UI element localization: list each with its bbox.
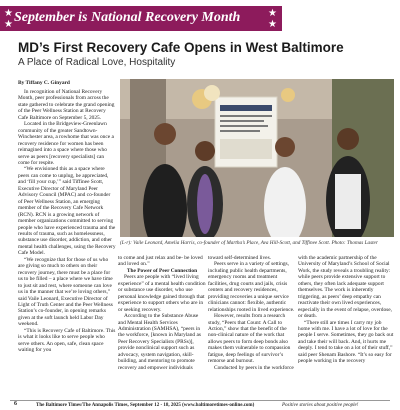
paragraph: “This is Recovery Cafe of Baltimore. This is what it looks like to serve people who serve others. An open, safe, clean space waiting for you bbox=[18, 327, 116, 354]
article-column-2 bbox=[118, 255, 206, 371]
paragraph: “We recognize that for those of us who are giving so much to others on their recovery journey, there must be a place for us to be filled – a place where we have time to just sit and rest, where someone can love us in the manner that we’re loving others,” said Vaile Leonard, Executive Director of Light of Truth Center and the Peer Wellness Station’s co-founder, in opening remarks given at the soft launch held Labor Day weekend. bbox=[18, 256, 113, 328]
paragraph: “There still are times I carry my job home with me. I have a lot of love for the people I serve. Sometimes, they go back out and take their will back. And, it hurts me deeply. I tend to take on a lot of their stuff,” said peer Shenam Bashore. “It’s so easy for people working in the recovery bbox=[298, 319, 394, 365]
star-icon: ★ bbox=[4, 19, 13, 30]
star-icon: ★ bbox=[268, 19, 277, 30]
paragraph: with the academic partnership of the University of Maryland’s School of Social Work, the study reveals a troubling reality: while peers provide extensive support to others, they often lack adequate support themselves. The work is inherently triggering, as peers’ deep empathy can reactivate their own lived experiences, especially in the event of relapse, overdose, or death. bbox=[298, 255, 392, 320]
photo-caption: (L-r): Vaile Leonard, Amelia Harris, co-founder of Martha’s Place, Ava Hill-Scott, and Tiffinee Scott. Photo: Thomas Laster bbox=[120, 240, 378, 246]
article-column-4 bbox=[298, 255, 394, 365]
article-column-3 bbox=[208, 255, 296, 371]
banner-title: September is National Recovery Month bbox=[14, 10, 241, 25]
paragraph: Peers are people with “lived living experience” of a mental health condition or substance use disorder, who use personal knowledge gained through that experience to support others who are in or seeking recovery. bbox=[118, 274, 206, 313]
footer-tagline: Positive stories about positive people! bbox=[282, 403, 359, 408]
paragraph: According to the Substance Abuse and Mental Health Services Administration (SAMHSA), “peers in the workforce, [known in Maryland as Peer Recovery Specialists (PRSs)], provide nonclinical support such as advocacy, system navigation, skill-building, and mentoring to promote recovery and empower individuals bbox=[118, 313, 201, 371]
section-subheading: The Power of Peer Connection bbox=[126, 267, 198, 274]
paragraph: In recognition of National Recovery Month, peer professionals from across the state gathered to celebrate the grand opening of the Peer Wellness Station at Recovery Cafe Baltimore on September 5, 2025. bbox=[18, 89, 115, 121]
paragraph: toward self-determined lives. bbox=[208, 255, 272, 261]
article-column-1 bbox=[18, 89, 116, 354]
people-group-illustration bbox=[120, 79, 394, 237]
paragraph: to come and just relax and be- be loved and loved on.” bbox=[118, 255, 203, 268]
article-subhead: A Place of Radical Love, Hospitality bbox=[18, 57, 176, 68]
section-banner bbox=[0, 6, 282, 31]
star-icon: ★ bbox=[268, 8, 277, 19]
page-number: 6 bbox=[14, 401, 17, 407]
paragraph: Conducted by peers in the workforce bbox=[214, 364, 294, 371]
event-photo bbox=[120, 79, 394, 237]
article-byline: By Tiffany C. Ginyard bbox=[18, 80, 70, 86]
footer-divider bbox=[10, 400, 390, 401]
paragraph: “We envisioned this as a space where peers can come to unplug, be appreciated, and ‘fill your cup,’” said Tiffinee Scott, Executive Director of Maryland Peer Advisory Council (MPAC) and co-founder of Peer Wellness Station, an emerging member of the Recovery Cafe Network (RCN). RCN is a growing network of member organizations committed to serving people who have experienced trauma and the results of trauma, such as homelessness, substance use disorder, addiction, and other mental health challenges, using the Recovery Cafe Model. bbox=[18, 166, 116, 257]
article-headline: MD’s First Recovery Cafe Opens in West Baltimore bbox=[18, 40, 344, 55]
star-icon: ★ bbox=[4, 8, 13, 19]
paragraph: However, results from a research study, “Peers that Count: A Call to Action,” show that the benefit of the non-clinical nature of the work that allows peers to form deep bonds also makes them vulnerable to compassion fatigue, deep feelings of survivor’s remorse and burnout. bbox=[208, 313, 291, 365]
paragraph: Located in the Bridgeview-Greenlawn community of the greater Sandtown-Winchester area, a rowhome that was once a recovery residence for women has been reimagined into a space where those who serve as peers [recovery specialists] can come for respite. bbox=[18, 121, 114, 166]
paragraph: Peers serve in a variety of settings, including public health departments, emergency rooms and treatment facilities, drug courts and jails, crisis centers and recovery residences, providing recoveries a unique service clinicians cannot: flexible, authentic relationships rooted in lived experience. bbox=[208, 261, 295, 313]
publication-info: The Baltimore Times/The Annapolis Times, September 12 - 18, 2025 (www.baltimoretimes-online.com) bbox=[36, 403, 255, 408]
